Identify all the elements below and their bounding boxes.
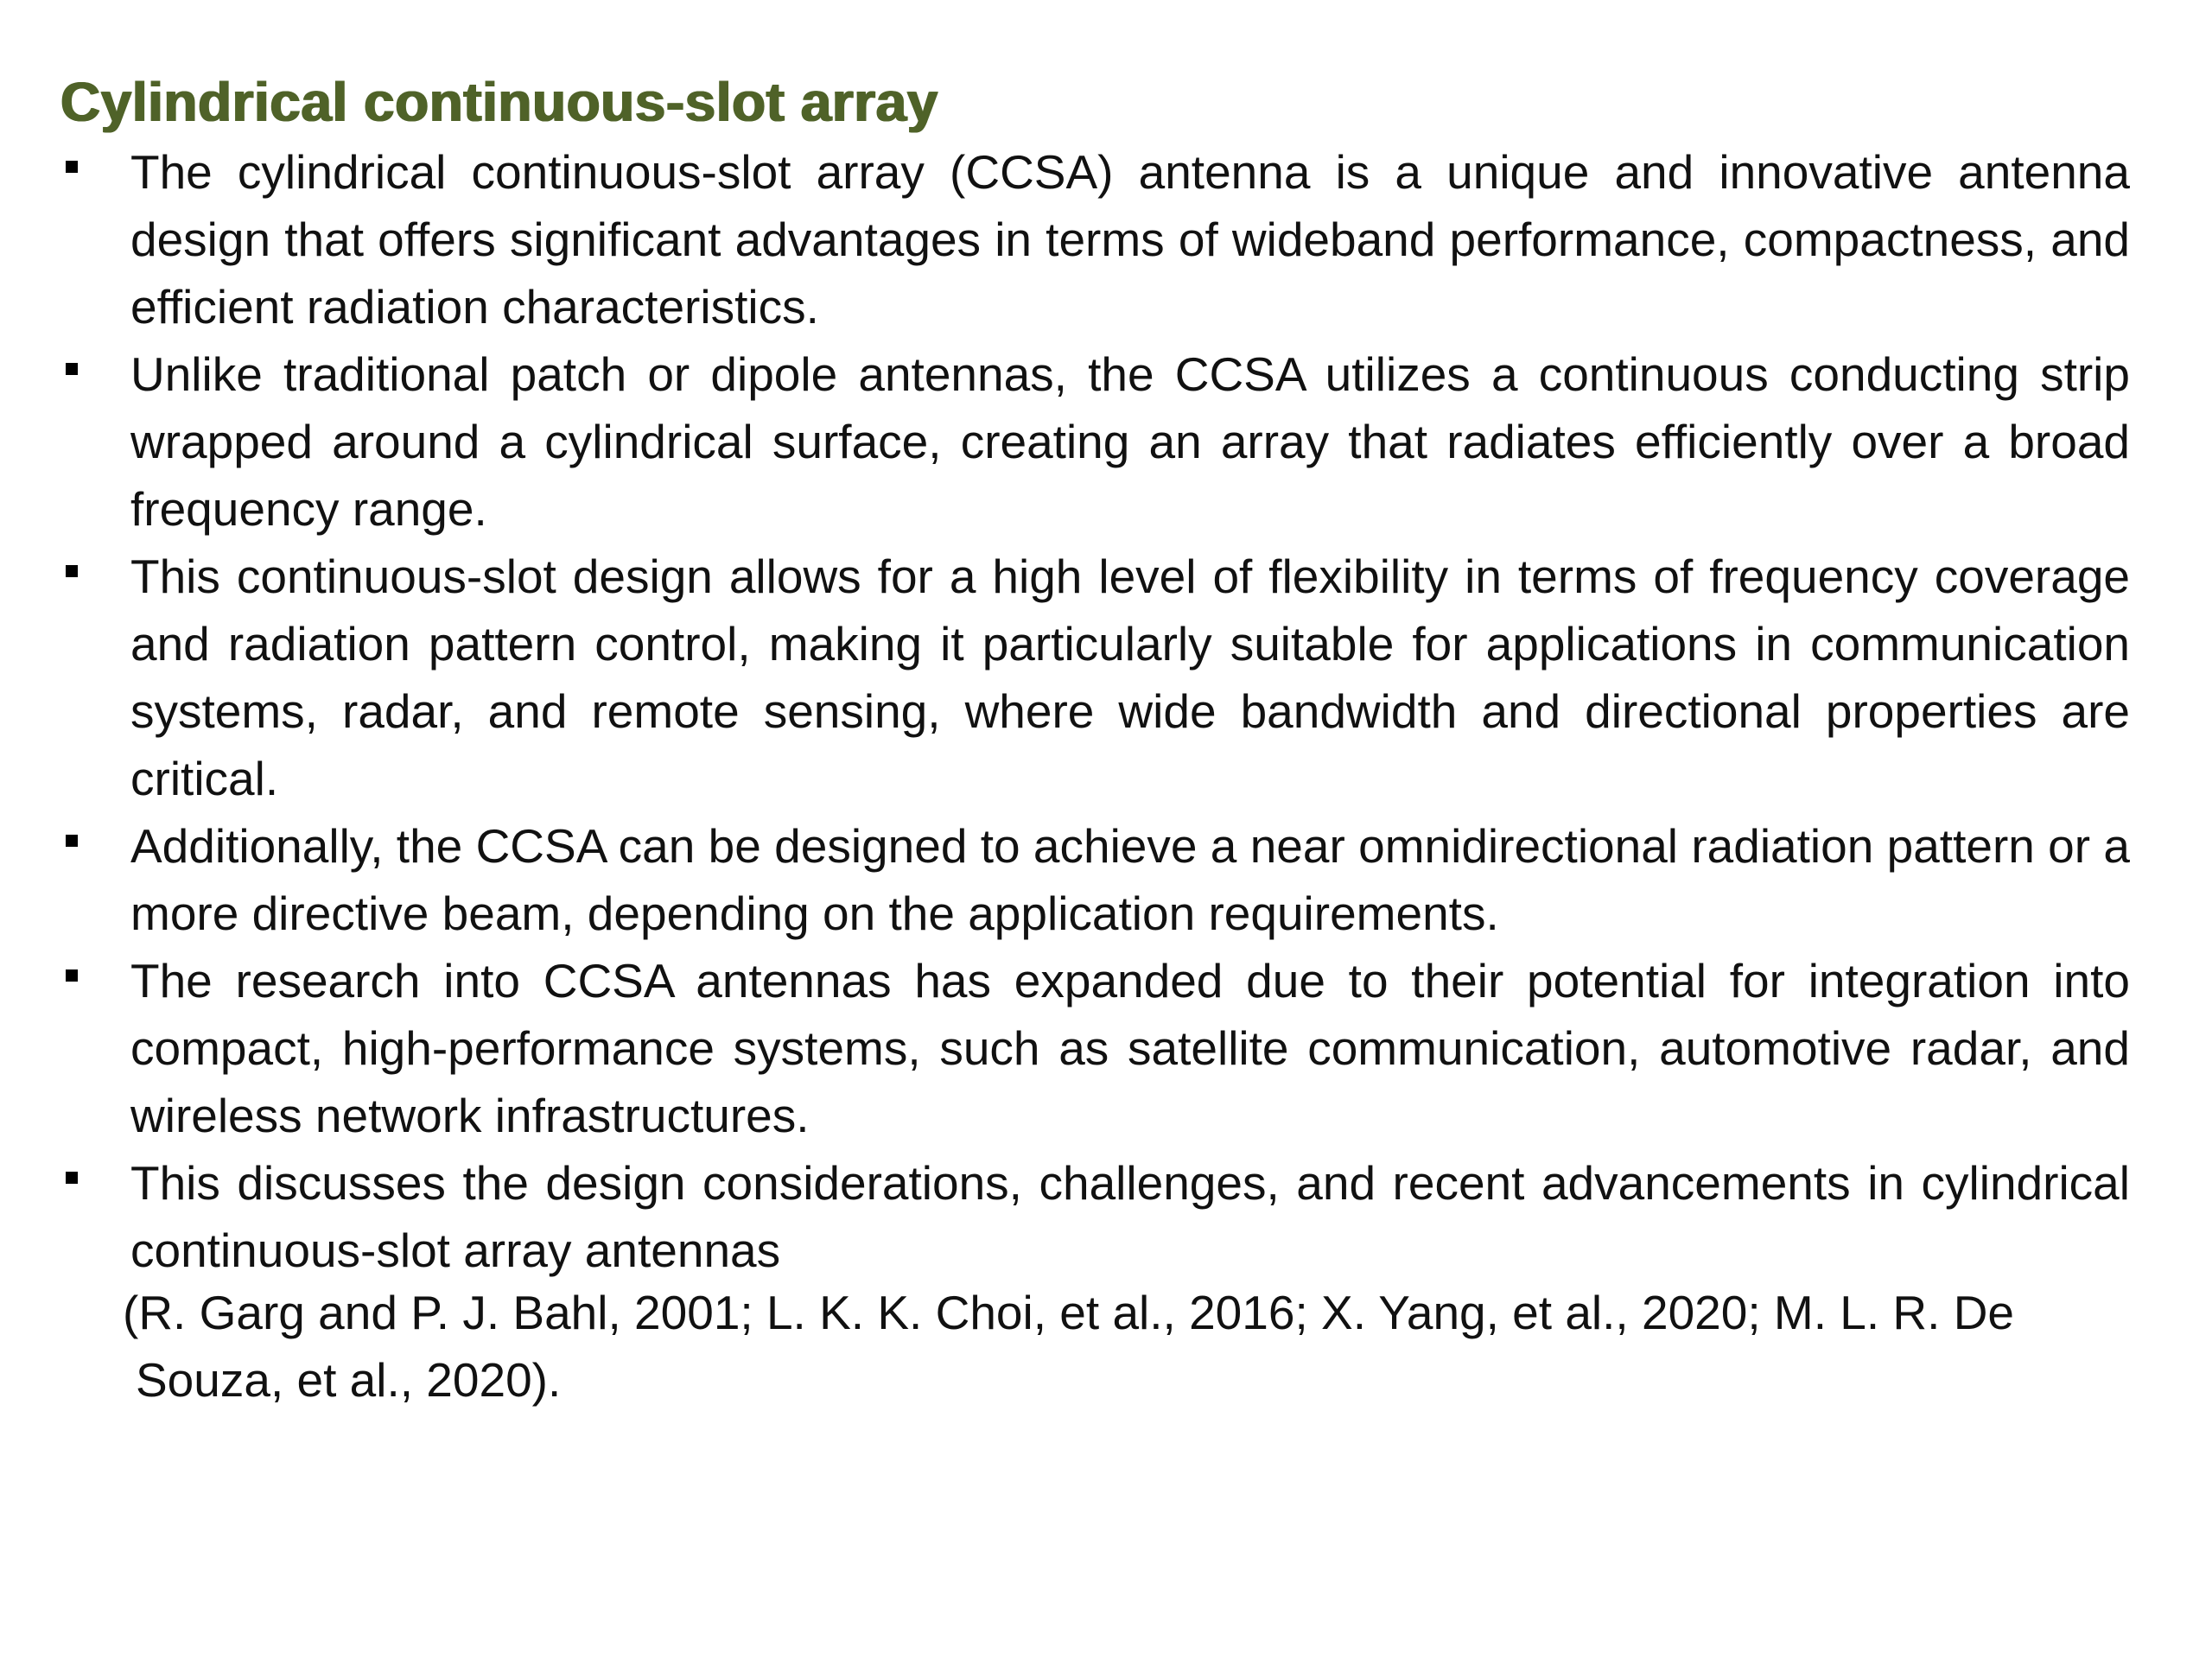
square-bullet-icon — [66, 835, 78, 847]
bullet-item — [60, 1149, 2130, 1284]
bullet-text: This continuous-slot design allows for a high level of flexibility in terms of frequency coverage and radiation pattern control, making it particularly suitable for applications in communication systems, radar, and remote sensing, where wide bandwidth and directional properties are critical. — [130, 550, 2130, 805]
bullet-item — [60, 947, 2130, 1149]
bullet-item — [60, 340, 2130, 543]
square-bullet-icon — [66, 363, 78, 375]
bullet-item — [60, 812, 2130, 947]
bullet-text: Unlike traditional patch or dipole antennas, the CCSA utilizes a continuous conducting strip wrapped around a cylindrical surface, creating an array that radiates efficiently over a broad frequency range. — [130, 347, 2130, 536]
citation-line-2: Souza, et al., 2020). — [136, 1353, 562, 1407]
citation — [123, 1279, 2127, 1414]
bullet-text: This discusses the design considerations, challenges, and recent advancements in cylindrical continuous-slot array antennas — [130, 1156, 2130, 1277]
square-bullet-icon — [66, 565, 78, 577]
square-bullet-icon — [66, 969, 78, 982]
bullet-text: The cylindrical continuous-slot array (CCSA) antenna is a unique and innovative antenna design that offers significant advantages in terms of wideband performance, compactness, and efficient radiation characteristics. — [130, 145, 2130, 334]
square-bullet-icon — [66, 161, 78, 173]
bullet-item — [60, 138, 2130, 340]
bullet-text: Additionally, the CCSA can be designed to achieve a near omnidirectional radiation pattern or a more directive beam, depending on the application requirements. — [130, 819, 2130, 940]
citation-line-1: (R. Garg and P. J. Bahl, 2001; L. K. K. Choi, et al., 2016; X. Yang, et al., 2020; M. L. R. De — [123, 1286, 2015, 1339]
square-bullet-icon — [66, 1172, 78, 1184]
bullet-item — [60, 543, 2130, 812]
bullet-text: The research into CCSA antennas has expanded due to their potential for integration into compact, high-performance systems, such as satellite communication, automotive radar, and wireless network infrastructures. — [130, 954, 2130, 1142]
bullet-list — [60, 138, 2130, 1284]
slide-title: Cylindrical continuous-slot array — [60, 71, 938, 133]
